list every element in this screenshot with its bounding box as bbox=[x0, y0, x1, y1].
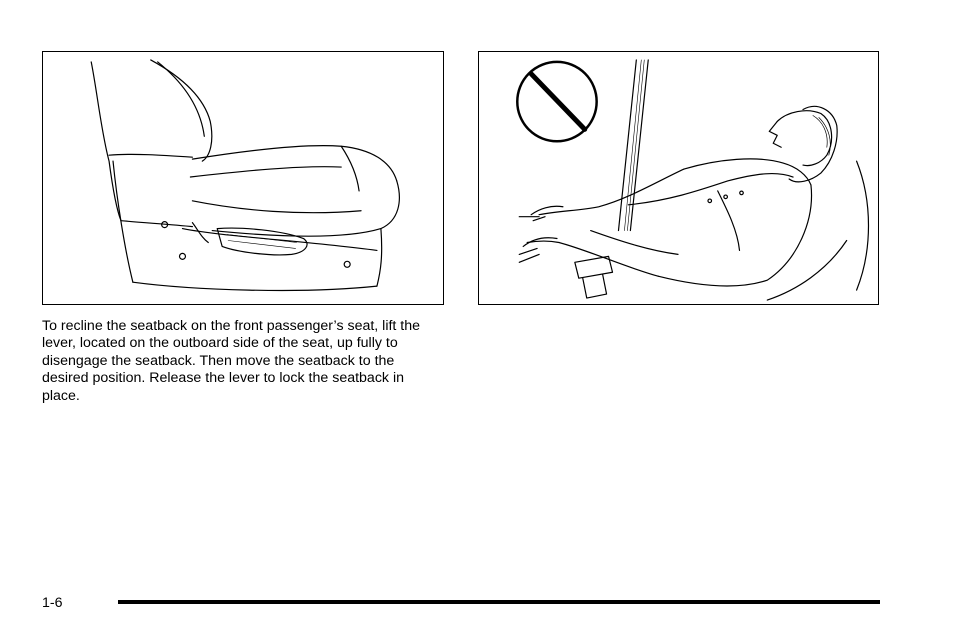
button-1 bbox=[708, 199, 712, 203]
seatback-outer-edge bbox=[151, 60, 212, 161]
button-2 bbox=[724, 195, 728, 199]
seat-base-front bbox=[377, 229, 382, 287]
footer-rule bbox=[118, 600, 880, 604]
upper-arm bbox=[539, 169, 684, 215]
upper-hand bbox=[519, 206, 563, 220]
page-number: 1-6 bbox=[42, 595, 63, 611]
body-paragraph: To recline the seatback on the front passenger’s seat, lift the lever, located on the outboard side of the seat, up fully to disengage the seatback. Then move the seatback to the desired position. Release the lever to lock the seatback in place. bbox=[42, 318, 421, 404]
blouse-fold bbox=[718, 191, 740, 251]
side-trim-top bbox=[121, 221, 192, 227]
cushion-seam bbox=[190, 167, 341, 177]
lever-texture bbox=[227, 235, 296, 249]
bolt-lower bbox=[180, 253, 186, 259]
seat-base-bottom bbox=[133, 282, 377, 290]
seat-illustration bbox=[42, 51, 444, 305]
seat-drawing bbox=[43, 52, 443, 304]
prohibition-icon bbox=[517, 62, 596, 141]
face-profile bbox=[769, 121, 781, 147]
bolt-front bbox=[344, 261, 350, 267]
seatback-contour-line bbox=[158, 62, 205, 136]
torso-lower bbox=[658, 185, 811, 286]
cushion-top-edge bbox=[192, 146, 396, 181]
seatback-outline bbox=[857, 161, 869, 290]
hair-outline bbox=[789, 106, 837, 181]
buckle-receiver bbox=[583, 274, 607, 298]
seatback-seam bbox=[109, 154, 192, 157]
head-outline bbox=[777, 111, 831, 166]
button-3 bbox=[740, 191, 744, 195]
recline-warning-illustration bbox=[478, 51, 879, 305]
seatback-front-edge bbox=[91, 62, 121, 221]
cushion-side-line bbox=[192, 201, 361, 213]
recline-drawing bbox=[479, 52, 878, 304]
cushion-bolster-line bbox=[341, 146, 359, 191]
belt-buckle bbox=[575, 256, 613, 278]
sleeve-line bbox=[591, 231, 678, 255]
